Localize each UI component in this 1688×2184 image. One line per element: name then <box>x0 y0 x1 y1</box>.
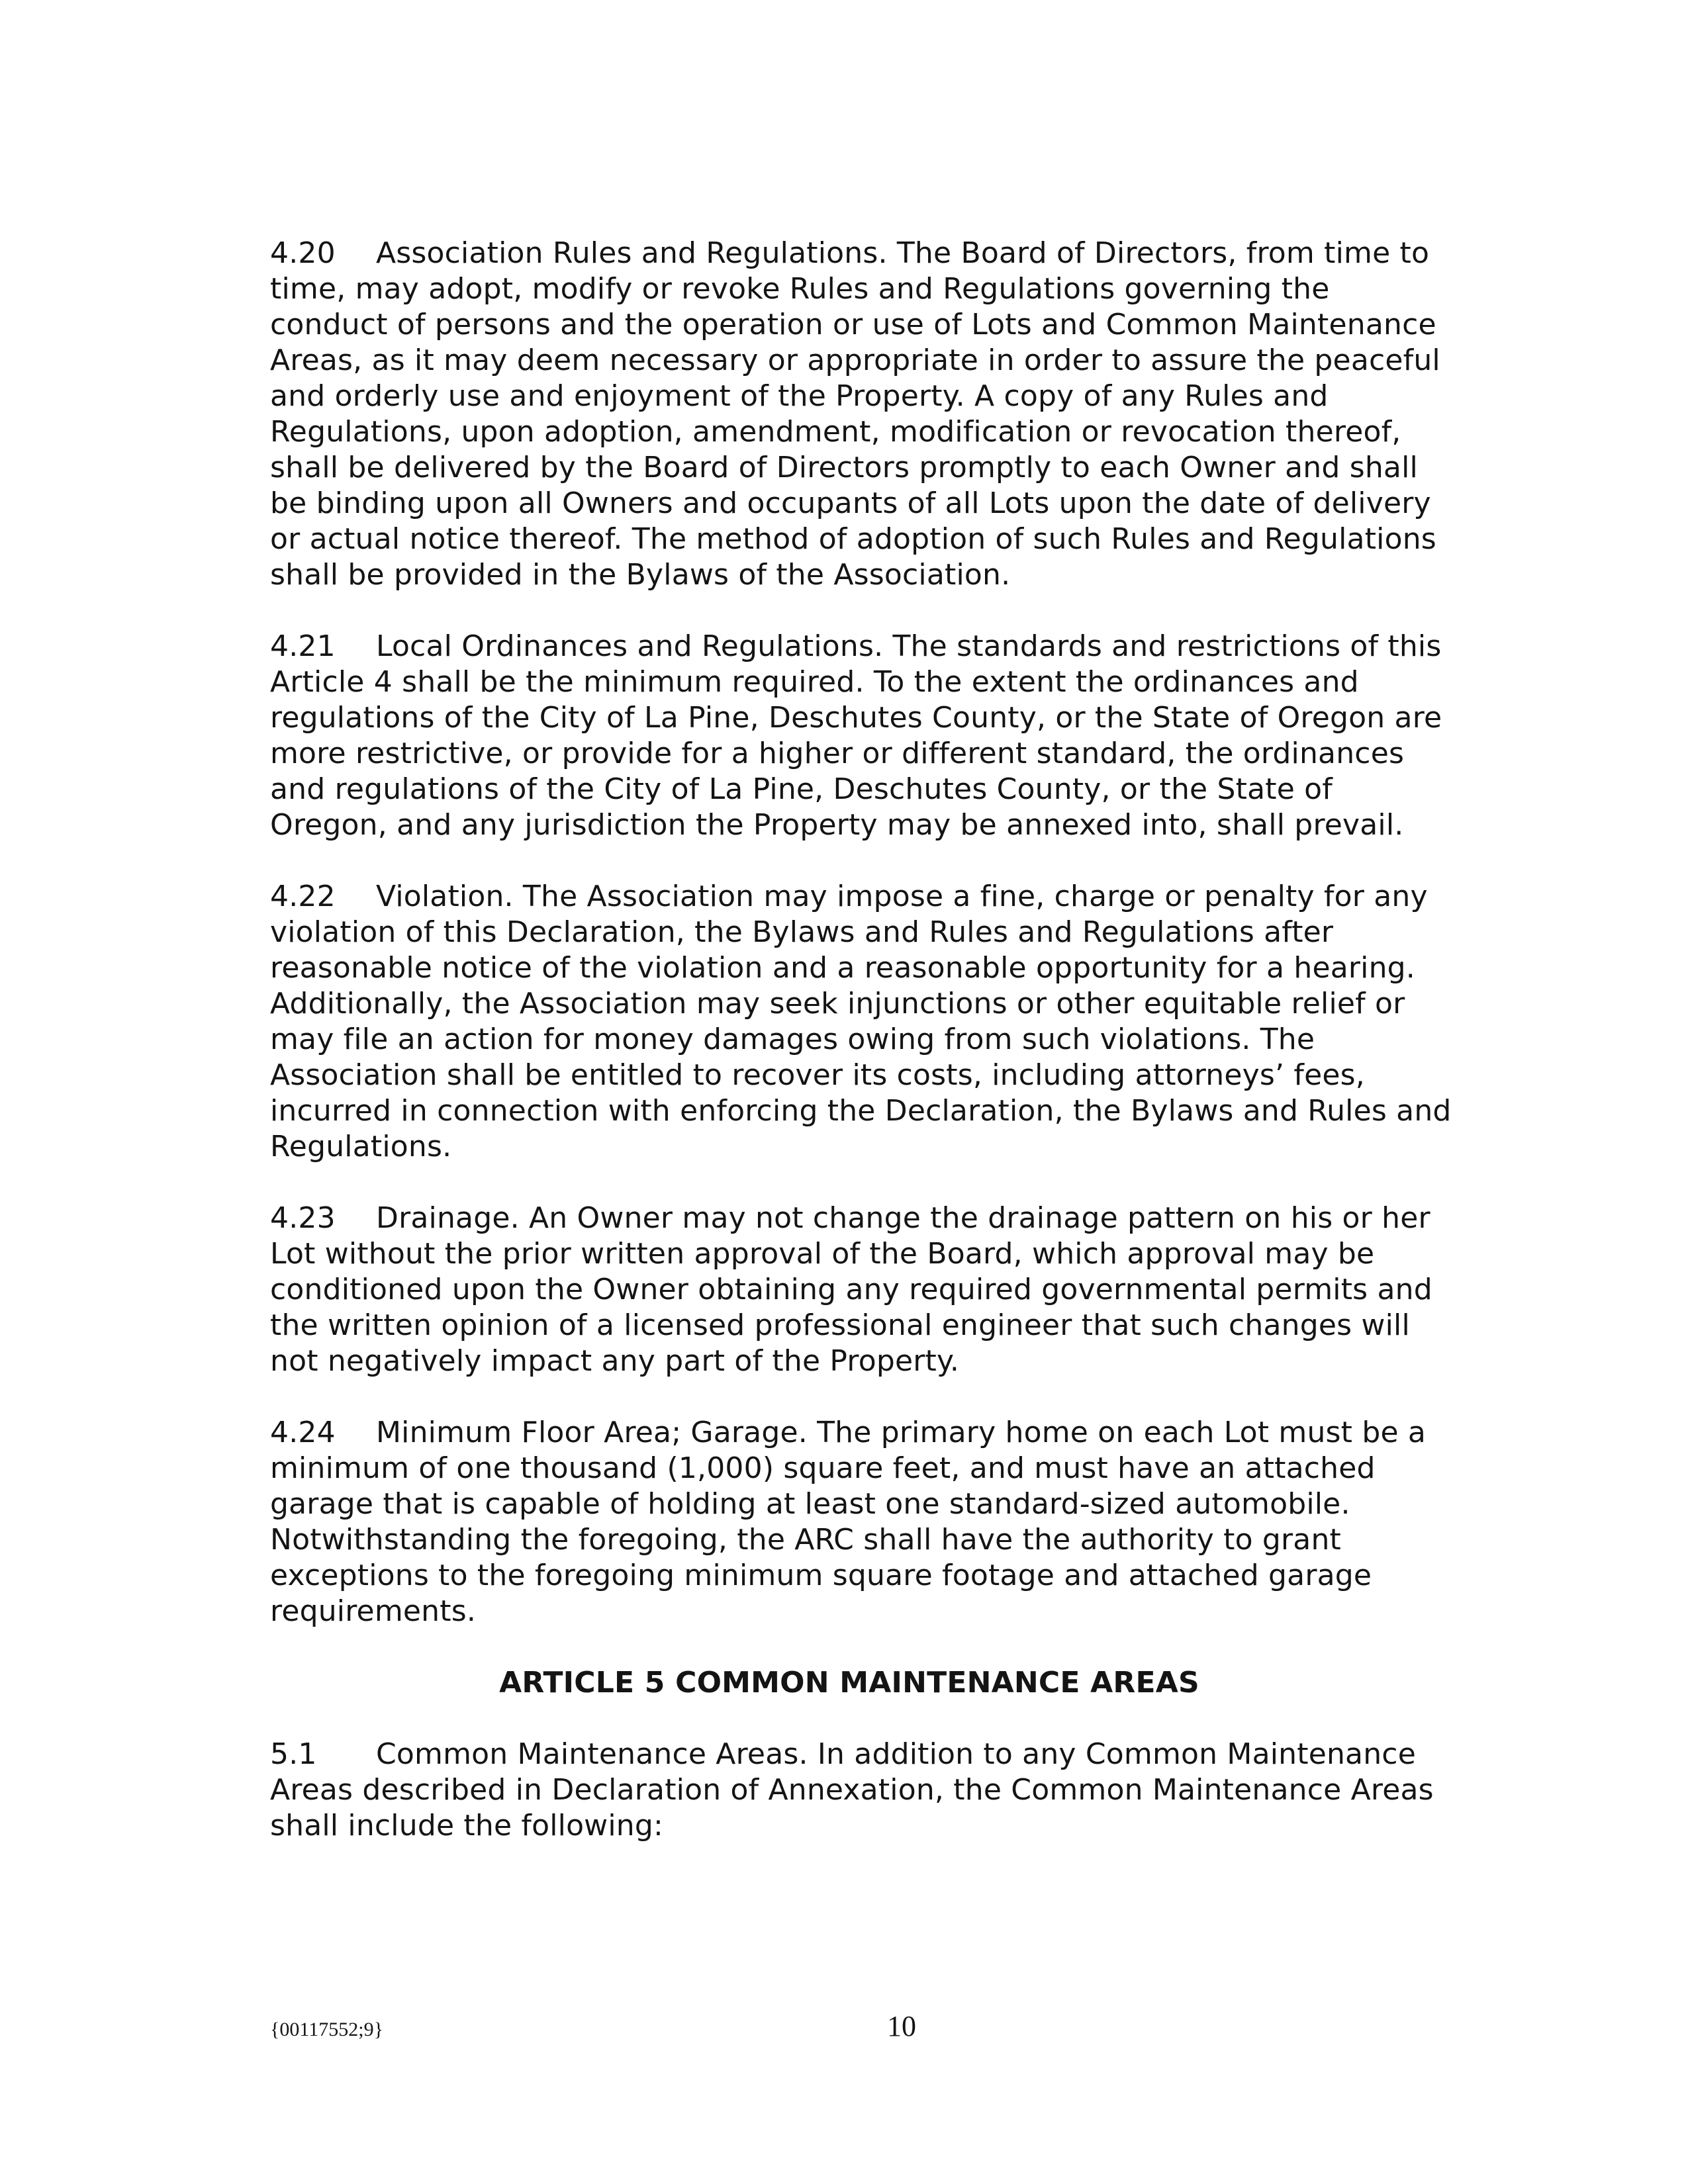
section-number: 4.23 <box>270 1201 336 1235</box>
section-text: Violation. The Association may impose a fine, charge or penalty for any violation of this Declaration, the Bylaws and Rules and Regulations after reasonable notice of the violation and a reasonable opportunity for a hearing. Additionally, the Association may seek injunctions or other equitable relief or may file an action for money damages owing from such violations. The Association shall be entitled to recover its costs, including attorneys’ fees, incurred in connection with enforcing the Declaration, the Bylaws and Rules and Regulations. <box>270 880 1452 1163</box>
section-text: Minimum Floor Area; Garage. The primary home on each Lot must be a minimum of one thousand (1,000) square feet, and must have an attached garage that is capable of holding at least one standard-sized automobile. Notwithstanding the foregoing, the ARC shall have the authority to grant exceptions to the foregoing minimum square footage and attached garage requirements. <box>270 1416 1427 1628</box>
section-4-23 <box>270 1201 1455 1379</box>
article-heading: ARTICLE 5 COMMON MAINTENANCE AREAS <box>499 1666 1199 1700</box>
section-number: 5.1 <box>270 1737 317 1771</box>
section-text: Association Rules and Regulations. The Board of Directors, from time to time, may adopt, modify or revoke Rules and Regulations governing the conduct of persons and the operation or use of Lots and Common Maintenance Areas, as it may deem necessary or appropriate in order to assure the peaceful and orderly use and enjoyment of the Property. A copy of any Rules and Regulations, upon adoption, amendment, modification or revocation thereof, shall be delivered by the Board of Directors promptly to each Owner and shall be binding upon all Owners and occupants of all Lots upon the date of delivery or actual notice thereof. The method of adoption of such Rules and Regulations shall be provided in the Bylaws of the Association. <box>270 236 1440 592</box>
section-4-22 <box>270 879 1455 1165</box>
section-5-1 <box>270 1737 1455 1844</box>
section-number: 4.20 <box>270 236 336 270</box>
section-text: Common Maintenance Areas. In addition to any Common Maintenance Areas described in Declaration of Annexation, the Common Maintenance Areas shall include the following: <box>270 1737 1434 1843</box>
section-number: 4.22 <box>270 880 336 913</box>
section-number: 4.21 <box>270 629 336 663</box>
section-4-20 <box>270 236 1455 593</box>
page-number: 10 <box>887 2010 916 2042</box>
section-text: Local Ordinances and Regulations. The standards and restrictions of this Article 4 shall be the minimum required. To the extent the ordinances and regulations of the City of La Pine, Deschutes County, or the State of Oregon are more restrictive, or provide for a higher or different standard, the ordinances and regulations of the City of La Pine, Deschutes County, or the State of Oregon, and any jurisdiction the Property may be annexed into, shall prevail. <box>270 629 1442 842</box>
document-body <box>270 236 1455 1880</box>
document-id: {00117552;9} <box>270 2019 384 2040</box>
section-4-21 <box>270 629 1455 843</box>
section-number: 4.24 <box>270 1416 336 1449</box>
section-4-24 <box>270 1415 1455 1629</box>
section-text: Drainage. An Owner may not change the drainage pattern on his or her Lot without the prior written approval of the Board, which approval may be conditioned upon the Owner obtaining any required governmental permits and the written opinion of a licensed professional engineer that such changes will not negatively impact any part of the Property. <box>270 1201 1432 1378</box>
